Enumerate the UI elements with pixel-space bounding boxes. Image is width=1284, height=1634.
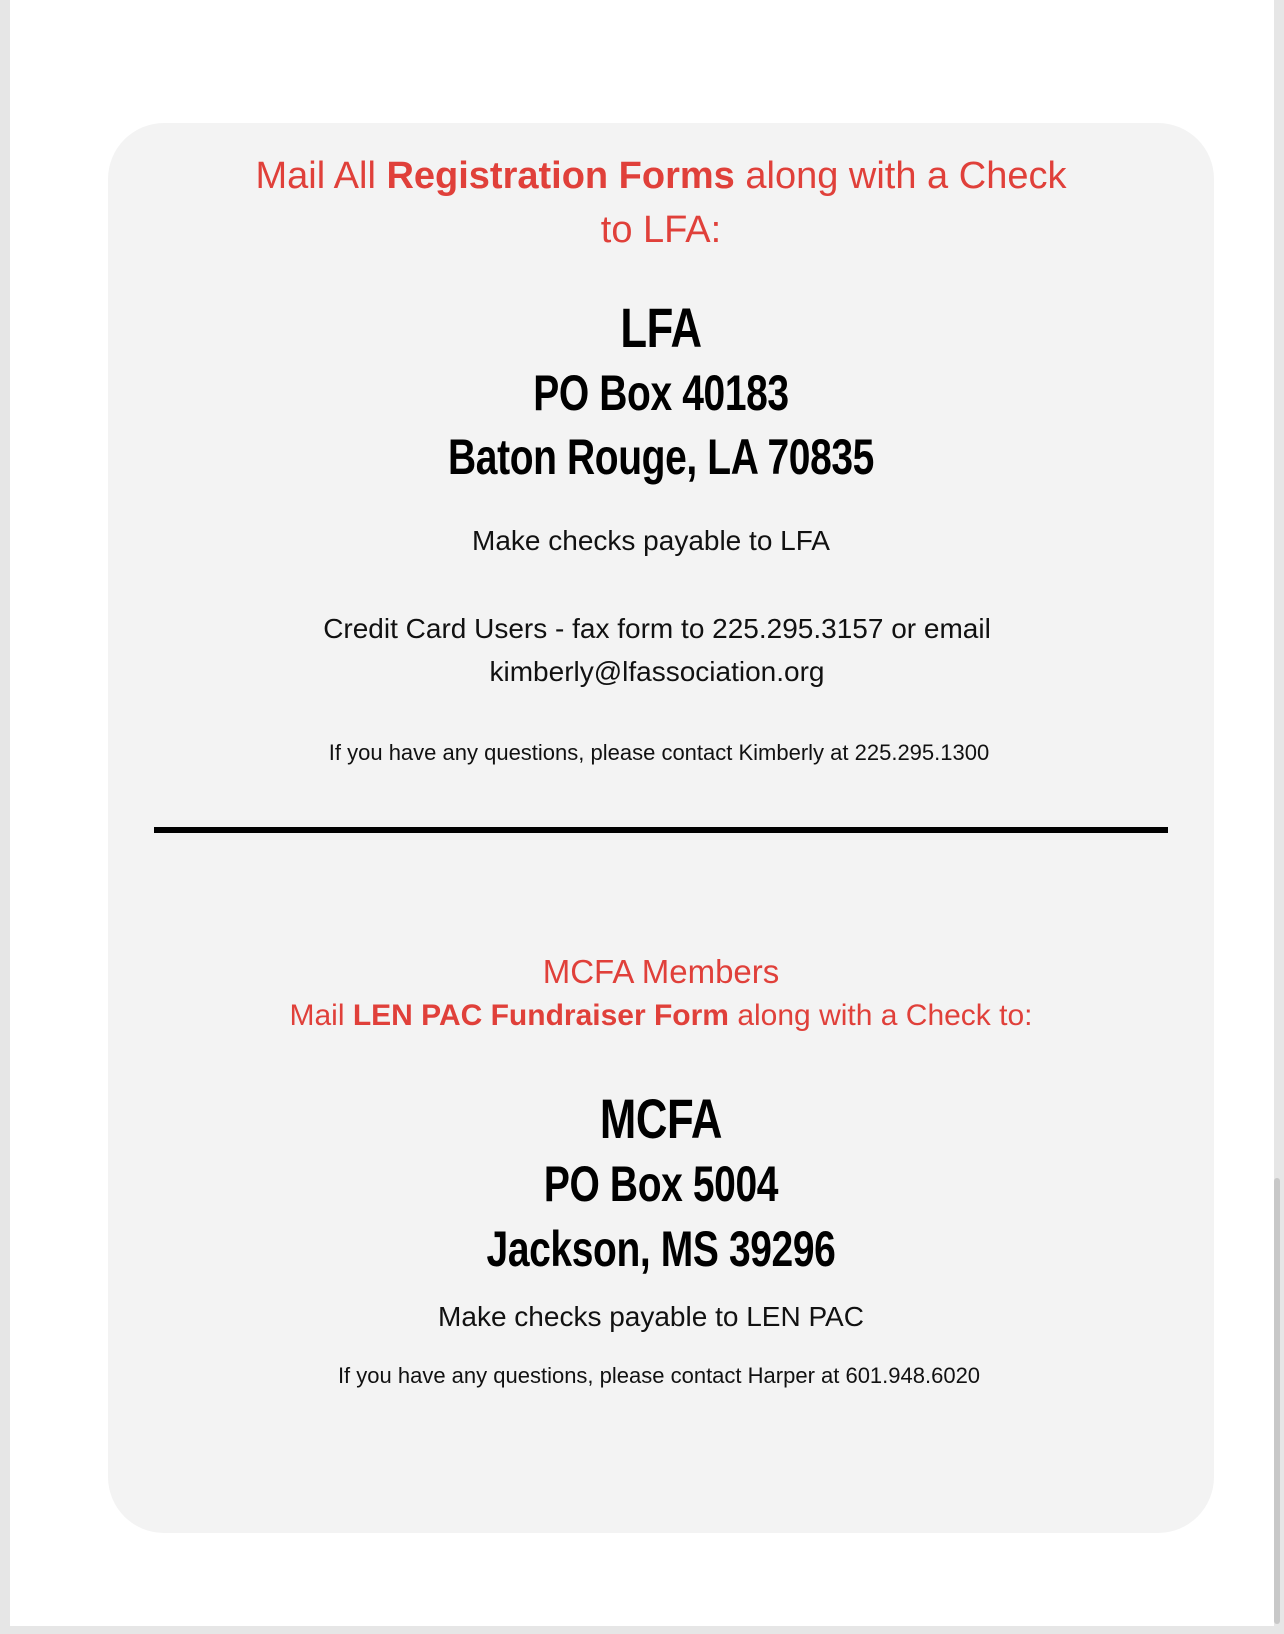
mcfa-address-street: PO Box 5004 (543, 1156, 779, 1212)
mcfa-heading-prefix: Mail (289, 999, 353, 1032)
lfa-address-name: LFA (620, 296, 702, 359)
lfa-heading-prefix: Mail All (255, 155, 387, 197)
mcfa-heading-emphasis: LEN PAC Fundraiser Form (352, 999, 729, 1032)
document-page (10, 0, 1274, 1626)
scrollbar-thumb[interactable] (1274, 1178, 1280, 1624)
mcfa-address-city: Jackson, MS 39296 (486, 1221, 836, 1277)
lfa-questions-text: If you have any questions, please contact Kimberly at 225.295.1300 (328, 740, 990, 765)
mcfa-address-name: MCFA (599, 1087, 723, 1150)
mailing-info-card (108, 123, 1214, 1533)
mcfa-heading-line1: MCFA Members (542, 953, 780, 990)
lfa-email-link[interactable]: kimberly@lfassociation.org (489, 656, 825, 687)
lfa-heading-suffix: along with a Check (734, 155, 1067, 197)
lfa-address-street: PO Box 40183 (533, 365, 789, 421)
lfa-credit-card-text: Credit Card Users - fax form to 225.295.3157 or email (323, 613, 991, 644)
mcfa-heading-line2 (108, 999, 1214, 1033)
mcfa-payable-text: Make checks payable to LEN PAC (438, 1301, 864, 1332)
lfa-payable-text: Make checks payable to LFA (472, 525, 830, 556)
lfa-heading-line2: to LFA: (600, 209, 722, 251)
lfa-address-city: Baton Rouge, LA 70835 (448, 429, 874, 485)
section-divider (154, 827, 1168, 833)
lfa-heading-line1 (108, 149, 1214, 203)
mcfa-heading-suffix: along with a Check to: (729, 999, 1033, 1032)
mcfa-questions-text: If you have any questions, please contact Harper at 601.948.6020 (337, 1363, 981, 1388)
lfa-heading-emphasis: Registration Forms (386, 155, 735, 197)
